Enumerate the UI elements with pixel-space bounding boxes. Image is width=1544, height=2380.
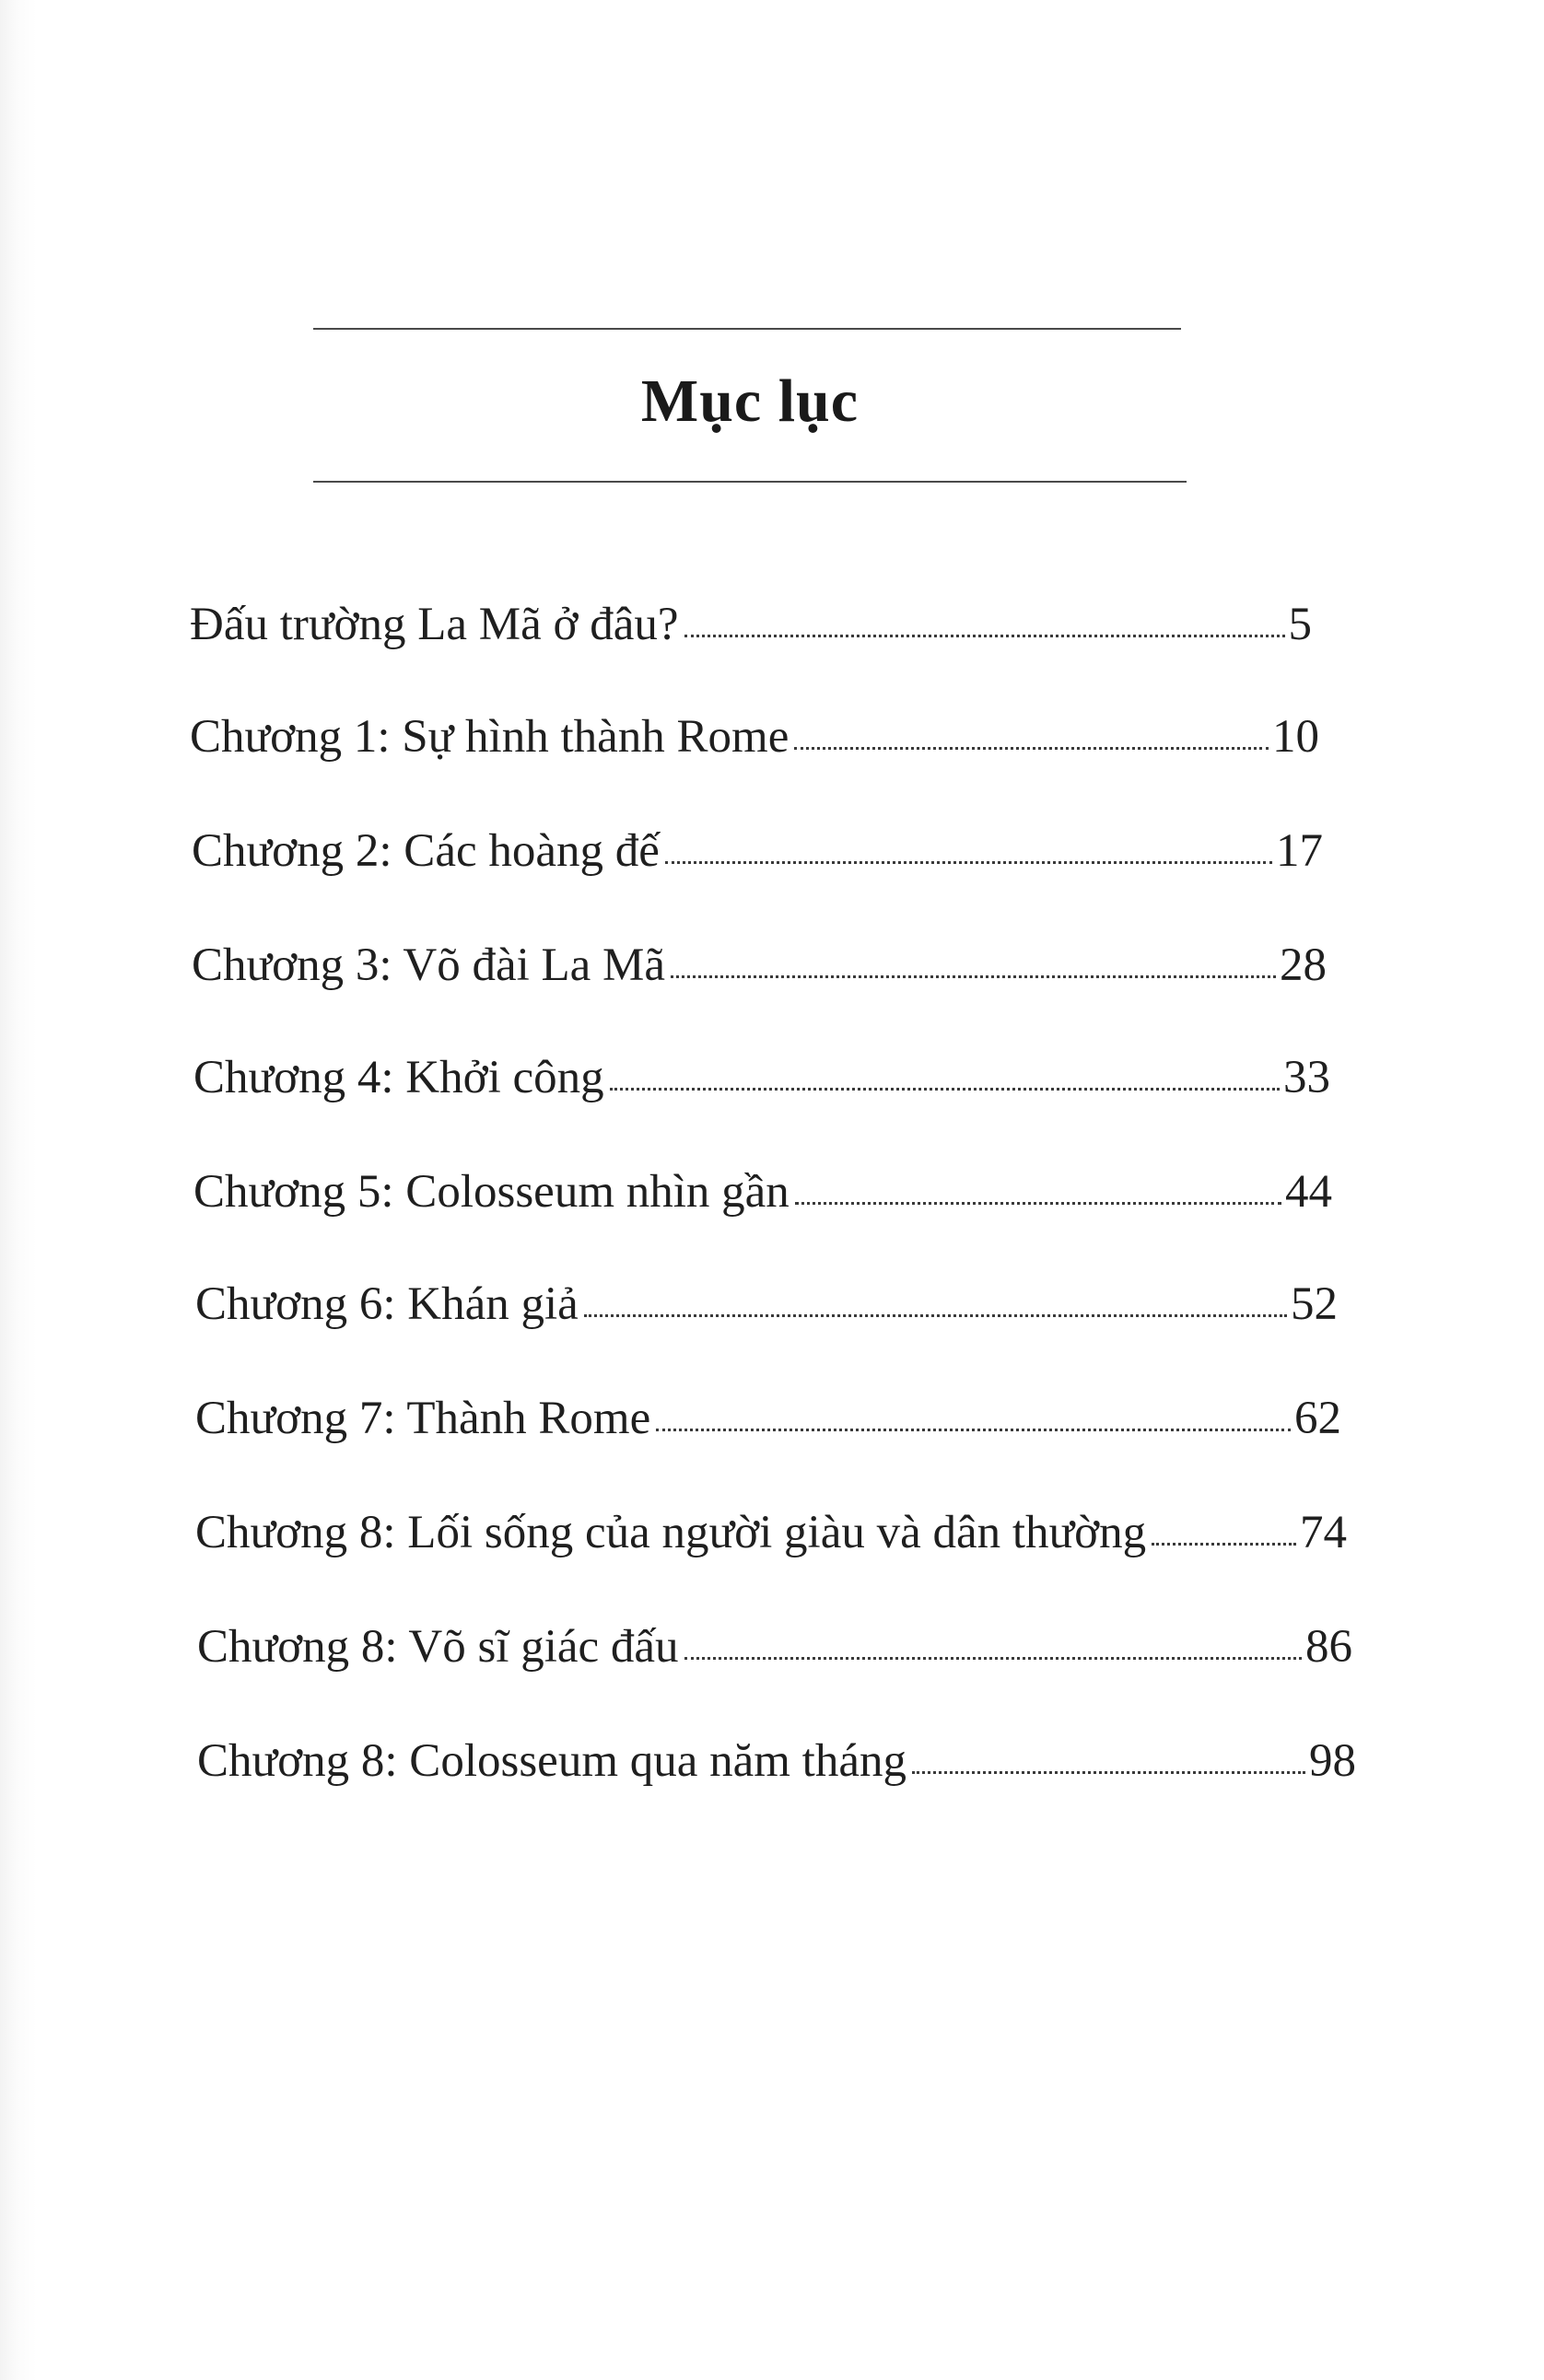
toc-entry-title: Chương 4: Khởi công <box>193 1052 604 1103</box>
toc-entry <box>190 700 1319 774</box>
toc-entry <box>193 1155 1332 1229</box>
dot-leader <box>665 858 1272 864</box>
toc-entry-title: Chương 7: Thành Rome <box>195 1393 651 1444</box>
dot-leader <box>795 1198 1281 1205</box>
toc-entry-title: Chương 8: Võ sĩ giác đấu <box>197 1621 679 1673</box>
toc-entry <box>197 1724 1356 1798</box>
dot-leader <box>671 972 1276 978</box>
dot-leader <box>610 1084 1280 1091</box>
toc-entry-page: 52 <box>1291 1278 1338 1330</box>
dot-leader <box>794 743 1269 750</box>
toc-entry-title: Chương 8: Lối sống của người giàu và dân thường <box>195 1507 1147 1558</box>
page-title: Mục lục <box>640 368 860 435</box>
toc-entry-page: 86 <box>1305 1621 1352 1673</box>
toc-entry-title: Chương 2: Các hoàng đế <box>192 825 660 877</box>
toc-entry <box>197 1610 1352 1684</box>
toc-entry-page: 74 <box>1300 1507 1347 1558</box>
toc-entry-page: 62 <box>1294 1393 1341 1444</box>
toc-entry-title: Chương 8: Colosseum qua năm tháng <box>197 1735 907 1787</box>
toc-entry-title: Đấu trường La Mã ở đâu? <box>190 599 679 650</box>
toc-entry-page: 44 <box>1285 1166 1332 1218</box>
toc-entry <box>192 928 1327 1002</box>
dot-leader <box>684 1653 1302 1660</box>
toc-entry-title: Chương 1: Sự hình thành Rome <box>190 711 790 763</box>
toc-entry-title: Chương 5: Colosseum nhìn gần <box>193 1166 790 1218</box>
toc-entry-title: Chương 3: Võ đài La Mã <box>192 939 666 991</box>
toc-entry-page: 5 <box>1288 599 1312 650</box>
toc-entry <box>192 814 1323 888</box>
toc-entry-page: 28 <box>1280 939 1327 991</box>
toc-entry <box>195 1382 1341 1455</box>
toc-entry-page: 33 <box>1283 1052 1330 1103</box>
toc-entry-title: Chương 6: Khán giả <box>195 1278 579 1330</box>
toc-entry-page: 17 <box>1276 825 1323 877</box>
dot-leader <box>656 1425 1291 1431</box>
toc-entry-page: 98 <box>1309 1735 1356 1787</box>
dot-leader <box>912 1768 1305 1774</box>
toc-entry <box>195 1496 1347 1569</box>
toc-entry <box>190 588 1312 661</box>
toc-entry-page: 10 <box>1272 711 1319 763</box>
toc-entry <box>195 1267 1338 1341</box>
dot-leader <box>684 631 1285 637</box>
dot-leader <box>1152 1539 1296 1546</box>
dot-leader <box>584 1311 1287 1317</box>
toc-entry <box>193 1041 1330 1114</box>
